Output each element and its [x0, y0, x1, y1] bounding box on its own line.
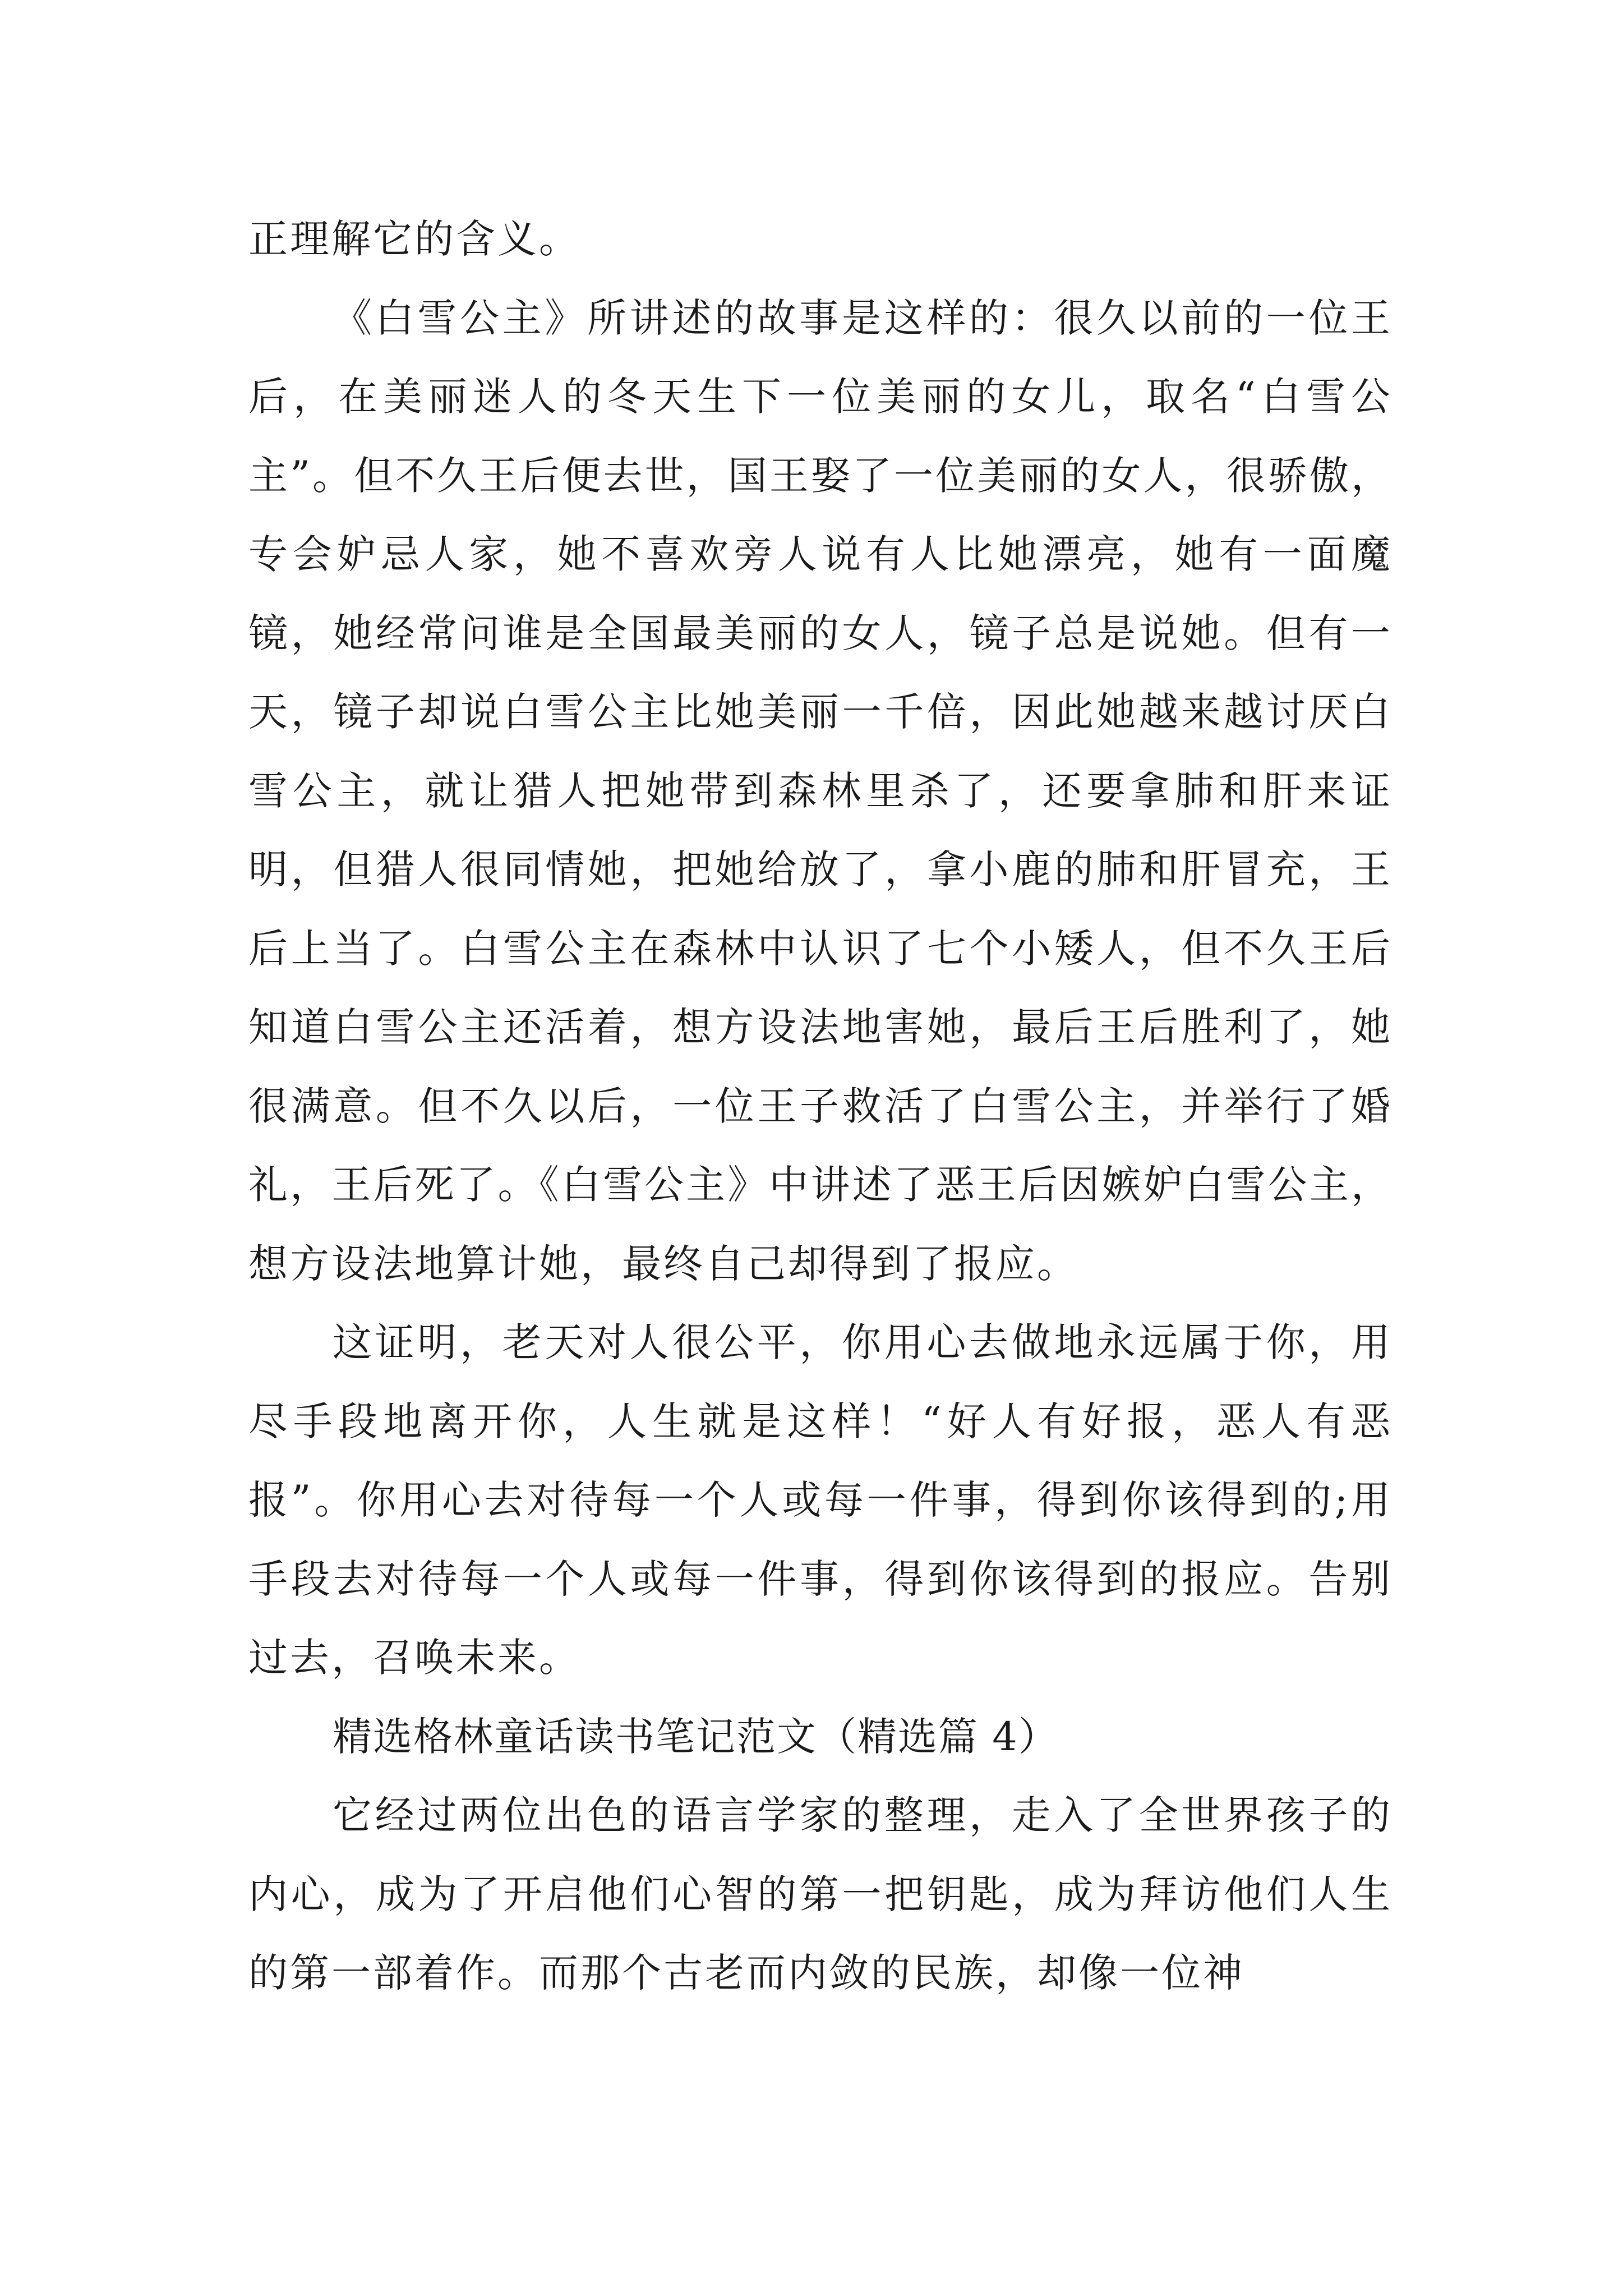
paragraph-intro: 它经过两位出色的语言学家的整理，走入了全世界孩子的内心，成为了开启他们心智的第一把钥匙，成为拜访他们人生的第一部着作。而那个古老而内敛的民族，却像一位神: [248, 1792, 1393, 1996]
paragraph-continuation: 正理解它的含义。: [248, 216, 580, 262]
paragraph-moral: 这证明，老天对人很公平，你用心去做地永远属于你，用尽手段地离开你，人生就是这样！“好人有好报，恶人有恶报”。你用心去对待每一个人或每一件事，得到你该得到的;用手段去对待每一个人或每一件事，得到你该得到的报应。告别过去，召唤未来。: [248, 1319, 1393, 1681]
paragraph-story-summary: 《白雪公主》所讲述的故事是这样的：很久以前的一位王后，在美丽迷人的冬天生下一位美丽的女儿，取名“白雪公主”。但不久王后便去世，国王娶了一位美丽的女人，很骄傲，专会妒忌人家，她不喜欢旁人说有人比她漂亮，她有一面魔镜，她经常问谁是全国最美丽的女人，镜子总是说她。但有一天，镜子却说白雪公主比她美丽一千倍，因此她越来越讨厌白雪公主，就让猎人把她带到森林里杀了，还要拿肺和肝来证明，但猎人很同情她，把她给放了，拿小鹿的肺和肝冒充，王后上当了。白雪公主在森林中认识了七个小矮人，但不久王后知道白雪公主还活着，想方设法地害她，最后王后胜利了，她很满意。但不久以后，一位王子救活了白雪公主，并举行了婚礼，王后死了。《白雪公主》中讲述了恶王后因嫉妒白雪公主，想方设法地算计她，最终自己却得到了报应。: [248, 295, 1393, 1287]
document-body: [248, 200, 1393, 2013]
section-heading: 精选格林童话读书笔记范文（精选篇 4）: [333, 1713, 1059, 1760]
